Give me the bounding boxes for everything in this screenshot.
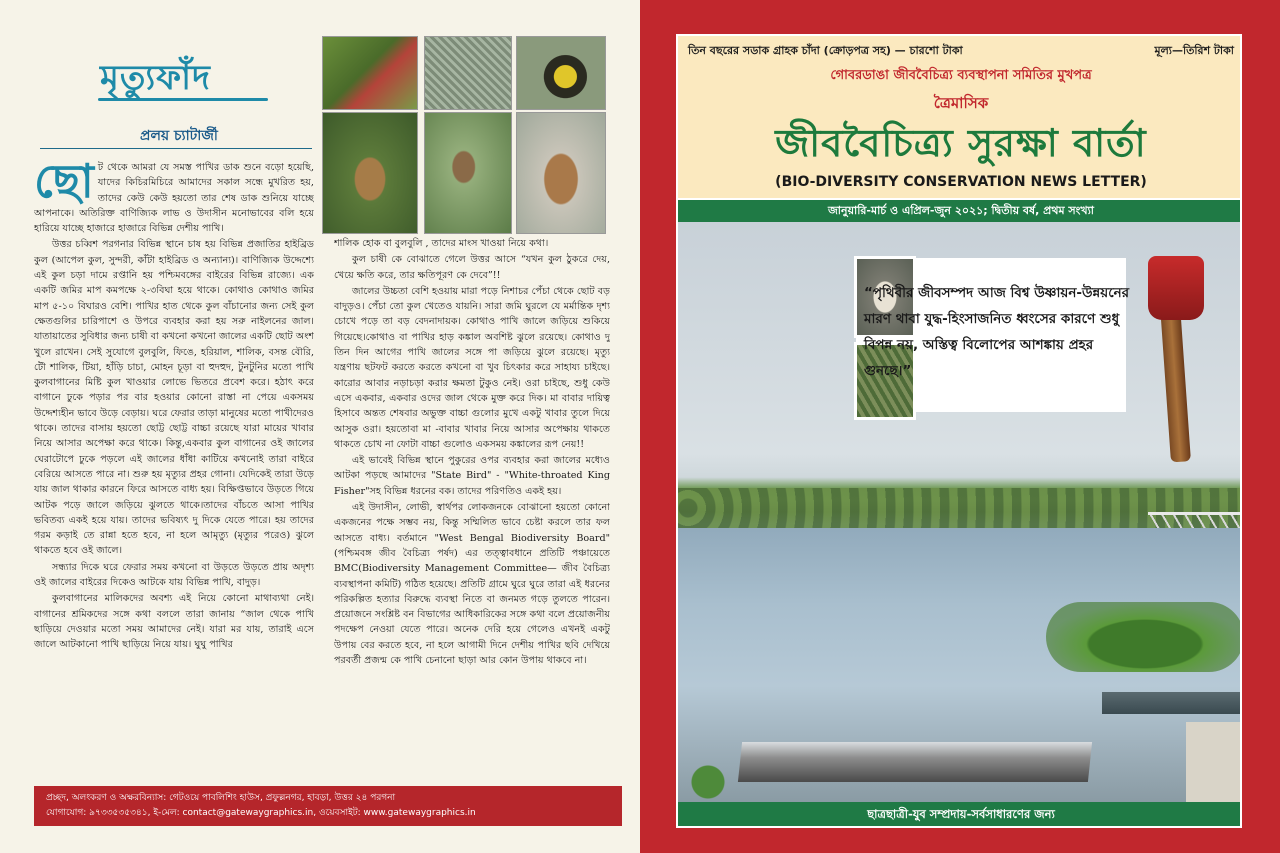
magazine-english-title: (BIO-DIVERSITY CONSERVATION NEWS LETTER) xyxy=(775,174,1147,190)
axe-icon xyxy=(1148,256,1204,320)
audience-band: ছাত্রছাত্রী-যুব সম্প্রদায়-সর্বসাধারণের জন্য xyxy=(678,802,1242,826)
credits-footer xyxy=(34,786,622,826)
article-paragraph: জালের উচ্চতা বেশি হওয়ায় মারা পড়ে নিশাচর পেঁচা থেকে ছোট বড় বাদুড়ও। পেঁচা তো কুল খেতেও যায়নি। সারা জমি ঘুরলে যে মর্মান্তিক দৃশ্য চোখে পড়ে তা বড় বেদনাদায়ক। কোথাও পাখি জালে জড়িয়ে শুকিয়ে গিয়েছে।কোথাও বা পাখির হাড় কঙ্কাল অবশিষ্ট ঝুলে রয়েছে। কোথাও দু তিন দিন আগের পাখি জালের সঙ্গে পা জড়িয়ে ঝুলে রয়েছে। মৃত্যু যন্ত্রণায় ছটফট করতে করতে কখনো বা খুব চিৎকার করে সাহায্য চাইছে। কারোর আবার নড়াচড়া করার ক্ষমতা টুকুও নেই। ওরা চাইছে, শুধু কেউ এসে একবার, একবার ওদের জাল থেকে মুক্ত করে দিক। মা বাবার দায়িত্ব হিসাবে অন্তত শেষবার অভুক্ত বাচ্চা গুলোর মুখে একটু খাবার তুলে দিয়ে আসুক ওরা। হয়তোবা মা -বাবার খাবার নিয়ে আসার অপেক্ষায় থাকতে থাকতে চোখ না ফোটা বাচ্চা গুলোও একসময় কঙ্কালের রূপ নেয়!! xyxy=(334,285,610,450)
article-column-right xyxy=(334,236,610,778)
bird-photo-2 xyxy=(424,36,512,110)
article-paragraph: কুল চাষী কে বোঝাতে গেলে উত্তর আসে “যখন কুল ঠুকরে দেয়, খেয়ে ক্ষতি করে, তার ক্ষতিপূরণ কে দেবে”!! xyxy=(334,254,610,281)
subscription-info: তিন বছরের সডাক গ্রাহক চাঁদা (ক্রোড়পত্র সহ) — চারশো টাকা xyxy=(688,44,963,57)
article-column-left xyxy=(34,160,314,778)
contact-line: যোগাযোগ: ৯৭৩৩৫৩৫৩৪১, ই-মেল: contact@gatewaygraphics.in, ওয়েবসাইট: www.gatewaygraphics.in xyxy=(46,808,476,818)
bird-photo-3 xyxy=(516,36,606,110)
boat-large xyxy=(738,742,1092,782)
bird-photo-4 xyxy=(322,112,418,234)
cover-frame xyxy=(676,34,1242,828)
subscription-row xyxy=(688,42,1234,61)
mouthpiece-label: গোবরডাঙা জীববৈচিত্র্য ব্যবস্থাপনা সমিতির মুখপত্র xyxy=(830,68,1092,83)
bird-photo-6 xyxy=(516,112,606,234)
title-underline xyxy=(98,98,268,101)
article-paragraph: সন্ধ্যার দিকে ঘরে ফেরার সময় কখনো বা উড়তে উড়তে প্রায় অদৃশ্য ওই জালের বাইরের দিকেও আটকে যায় বিভিন্ন পাখি, বাদুড়। xyxy=(34,561,314,589)
article-paragraph: শালিক হোক বা বুলবুলি , তাদের মাংস খাওয়া নিয়ে কথা। xyxy=(334,238,549,249)
water-hyacinth xyxy=(1046,602,1242,672)
issue-band: জানুয়ারি-মার্চ ও এপ্রিল-জুন ২০২১; দ্বিতীয় বর্ষ, প্রথম সংখ্যা xyxy=(678,200,1242,222)
article-paragraph: এই উদাসীন, লোভী, স্বার্থপর লোকজনকে বোঝানো হয়তো কোনো একজনের পক্ষে সম্ভব নয়, কিন্তু সম্মিলিত ভাবে চেষ্টা করলে তার ফল আসতে বাধ্য। বর্তমানে "West Bengal Biodiversity Board"(পশ্চিমবঙ্গ জীব বৈচিত্র্য পর্ষদ) এর তত্ত্বাবধানে প্রতিটি পঞ্চায়েতে BMC(Biodiversity Management Committee— জীব বৈচিত্র্য ব্যবস্থাপনা কমিটি) গঠিত হয়েছে। প্রতিটি গ্রামে ঘুরে ঘুরে তারা এই ধরনের পরিকল্পিত হত্যার বিরুদ্ধে ব্যবস্থা নিতে বা জনমত গড়ে তুলতে পারেন। প্রয়োজনে সংশ্লিষ্ট বন বিভাগের আধিকারিকের সঙ্গে কথা বলে প্রয়োজনীয় পদক্ষেপ নেওয়া যেতে পারে। অনেক দেরি হয়ে গেলেও এখনই একটু উপায় বের করতে হবে, না হলে আগামী দিনে দেশীয় পাখির ছবি দেখিয়ে পরবর্তী প্রজন্ম কে পাখি চেনানো ছাড়া আর কোন উপায় থাকবে না। xyxy=(334,502,610,667)
article-paragraph: উত্তর চব্বিশ পরগনার বিভিন্ন স্থানে চাষ হয় বিভিন্ন প্রজাতির হাইব্রিড কুল (আপেল কুল, সুন্দরী, কাঁটা হাইব্রিড ও অন্যান্য)। বাণিজ্যিক উদ্দেশ্যে এই কুল চড়া দামে রপ্তানি হয় পশ্চিমবঙ্গের বাইরের বিভিন্ন রাজ্যে। এক একটি জমির মাপ কমপক্ষে ২-৩বিঘা হয়ে থাকে। কোথাও কোথাও জমির মাপ ৫-১০ বিঘারও বেশি। পাখির হাত থেকে কুল বাঁচানোর জন্য সেই কুল ক্ষেতগুলির চারিপাশে ও উপরে ব্যবহার করা হয় সরু নাইলনের জাল। যাতায়াতের সুবিধার জন্য চাষী বা কখনো কখনো জালের একটি ছোট অংশ খুলে রাখেন। সেই সুযোগে বুলবুলি, ফিঙে, হরিয়াল, শালিক, বসন্ত বৌরি, টৌ শালিক, টিয়া, হাঁড়ি চাচা, মোহন চূড়া বা হুদহুদ, টুনটুনির মতো পাখি কুলবাগানের মিষ্টি কুল খাওয়ার লোভে ভিতরে প্রবেশ করে। হঠাৎ করে বাগানে ঢুকে পড়ার পর বার হওয়ার কোনো রাস্তা না পেয়ে একসময় উদ্দেশ্যহীন ভাবে উড়ে বেড়ায়। ঘরে ফেরার তাড়া মানুষের মতো পাখীদেরও থাকে। তাদের বাসায় হয়তো ছোট্ট ছোট্ট বাচ্চা রয়েছে যারা মায়ের খাবার নিয়ে আসার অপেক্ষা করে থাকে। কিন্তু,একবার কুল বাগানের ওই জালের ঘেরাটোপে ঢুকে পড়লে এই জালের ধাঁধা কাটিয়ে কখনোই তারা বাইরে বেরিয়ে আসতে পারে না। শুরু হয় মৃত্যুর প্রহর গোনা। যেদিকেই তারা উড়ে যায় জাল থাকার কারনে ফিরে আসতে বাধ্য হয়। বিক্ষিপ্তভাবে উড়তে গিয়ে আটক পড়ে জালে জড়িয়ে ঝুলতে থাকে।তাদের বাঁচতে আসা পাখির ভবিতব্য একই হয়ে যায়। তাদের ভবিষ্যৎ দু দিকে যেতে পারে। হয় তাদের গরম কড়াই তে রান্না হতে হবে, না হলে আমৃত্যু (মৃত্যুর পরেও) ঝুলে থাকতে হবে ওই জালে। xyxy=(34,239,314,557)
lake-photo xyxy=(678,222,1242,802)
concrete-pillar xyxy=(1186,722,1242,802)
author-divider xyxy=(40,148,312,149)
price-label: মূল্য—তিরিশ টাকা xyxy=(1154,44,1234,57)
credits-line: প্রচ্ছদ, অলংকরণ ও অক্ষরবিন্যাস: গেটওয়ে পাবলিশিং হাউস, প্রফুল্লনগর, হাবড়া, উত্তর ২৪ পরগনা xyxy=(46,793,396,803)
shore-plant xyxy=(678,762,748,802)
bird-photo-5 xyxy=(424,112,512,234)
cover-quote: “পৃথিবীর জীবসম্পদ আজ বিশ্ব উষ্ণায়ন-উন্নয়নের মারণ থাবা যুদ্ধ-হিংসাজনিত ধ্বংসের কারণে শুধু বিপন্ন নয়, অস্তিত্ব বিলোপের আশঙ্কায় প্রহর গুনছে।” xyxy=(864,285,1130,379)
magazine-title: জীববৈচিত্র্য সুরক্ষা বার্তা xyxy=(775,121,1147,165)
bird-photo-1 xyxy=(322,36,418,110)
article-paragraph: এই ভাবেই বিভিন্ন স্থানে পুকুরের ওপর ব্যবহার করা জালের মধ্যেও আটকা পড়ছে আমাদের "State Bird" - "White-throated King Fisher"সহ বিভিন্ন ধরনের বক। তাদের পরিণতিও একই হয়। xyxy=(334,455,610,497)
bridge xyxy=(1148,512,1242,528)
article-paragraph: কুলবাগানের মালিকদের অবশ্য এই নিয়ে কোনো মাথাব্যথা নেই। বাগানের শ্রমিকদের সঙ্গে কথা বললে তারা জানায় “জাল থেকে পাখি ছাড়িয়ে দেওয়ার মতো সময় আমাদের নেই। যারা মর যায়, তারাই এসে জালে আটকানো পাখি ছাড়িয়ে নিয়ে যায়। ঘুঘু পাখির xyxy=(34,593,314,651)
boat-small xyxy=(1102,692,1242,714)
cover-page xyxy=(640,0,1280,853)
article-paragraph: ছোট থেকে আমরা যে সমস্ত পাখির ডাক শুনে বড়ো হয়েছি, যাদের কিচিরমিচিরে আমাদের সকাল সন্ধে মুখরিত হয়, তাদের কেউ কেউ হয়তো তার শেষ ডাক শুনিয়ে যাচ্ছে আপনাকে। অতিরিক্ত বাণিজ্যিক লাভ ও উদাসীন মনোভাবের বলি হয়ে হারিয়ে যাচ্ছে হাজারে হাজারে বিভিন্ন দেশীয় পাখি। xyxy=(34,160,314,235)
drop-cap: ছো xyxy=(34,160,94,208)
article-title: মৃত্যুফাঁদ xyxy=(100,58,211,98)
frequency-label: ত্রৈমাসিক xyxy=(933,94,989,112)
masthead xyxy=(678,36,1242,198)
article-author: প্রলয় চ্যাটার্জী xyxy=(140,128,218,144)
